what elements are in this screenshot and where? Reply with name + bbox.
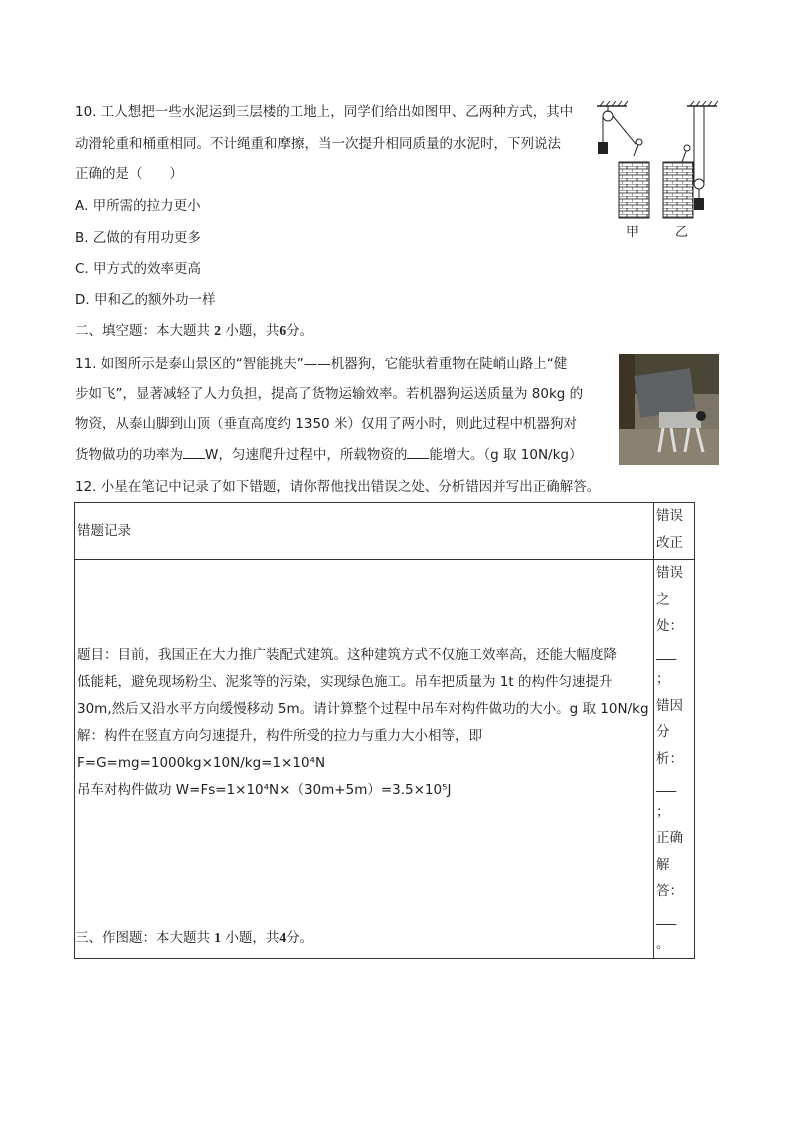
q10-line-2: 动滑轮重和桶重相同。不计绳重和摩擦，当一次提升相同质量的水泥时，下列说法 bbox=[75, 136, 561, 152]
problem-line-3: 30m,然后又沿水平方向缓慢移动 5m。请计算整个过程中吊车对构件做功的大小。g 取 10N/kg bbox=[77, 701, 649, 717]
section-2-heading: 二、填空题：本大题共 2 小题，共6分。 bbox=[75, 323, 314, 339]
q12-intro: 12. 小星在笔记中记录了如下错题，请你帮他找出错误之处、分析错因并写出正确解答。 bbox=[75, 479, 601, 495]
q10-option-c: C. 甲方式的效率更高 bbox=[75, 261, 202, 277]
problem-line-1: 题目：目前，我国正在大力推广装配式建筑。这种建筑方式不仅施工效率高，还能大幅度降 bbox=[77, 647, 617, 663]
q10-option-b: B. 乙做的有用功更多 bbox=[75, 230, 201, 246]
solution-line-1: 解：构件在竖直方向匀速提升，构件所受的拉力与重力大小相等，即 bbox=[77, 728, 482, 744]
q11-blank-power[interactable] bbox=[183, 458, 205, 459]
q11-blank-energy[interactable] bbox=[407, 458, 429, 459]
section-3-heading: 三、作图题：本大题共 1 小题，共4分。 bbox=[75, 930, 314, 946]
pulley-figure bbox=[592, 100, 722, 242]
error-record-table bbox=[74, 502, 695, 959]
solution-line-3: 吊车对构件做功 W=Fs=1×10⁴N×（30m+5m）=3.5×10⁵J bbox=[77, 782, 452, 798]
blank-correct-answer[interactable]: ___ 。 bbox=[656, 909, 677, 952]
robot-dog-photo bbox=[619, 354, 719, 465]
table-header-correction: 错误 改正 bbox=[654, 503, 695, 560]
q10-line-1: 10. 工人想把一些水泥运到三层楼的工地上，同学们给出如图甲、乙两种方式，其中 bbox=[75, 104, 574, 120]
solution-line-2: F=G=mg=1000kg×10N/kg=1×10⁴N bbox=[77, 755, 326, 771]
table-header-record: 错题记录 bbox=[75, 503, 654, 560]
q10-line-3: 正确的是（ ） bbox=[75, 166, 183, 182]
table-correction-cell[interactable]: 错误 之 处： ___ ； 错因 分 析： ___ ； 正确 解 答： ___ 。 bbox=[654, 560, 695, 959]
table-problem-cell bbox=[75, 560, 654, 959]
q10-option-d: D. 甲和乙的额外功一样 bbox=[75, 292, 216, 308]
figure-label-jia: 甲 bbox=[626, 225, 640, 240]
q11-line-2: 步如飞”，显著减轻了人力负担，提高了货物运输效率。若机器狗运送质量为 80kg 的 bbox=[75, 386, 584, 402]
q11-line-1: 11. 如图所示是泰山景区的“智能挑夫”——机器狗，它能驮着重物在陡峭山路上“健 bbox=[75, 356, 568, 372]
problem-line-2: 低能耗，避免现场粉尘、泥浆等的污染，实现绿色施工。吊车把质量为 1t 的构件匀速提升 bbox=[77, 674, 613, 690]
blank-error-reason[interactable]: ___ ； bbox=[656, 777, 677, 820]
q11-line-4: 货物做功的功率为 W，匀速爬升过程中，所载物资的 能增大。（g 取 10N/kg） bbox=[75, 447, 583, 463]
q10-option-a: A. 甲所需的拉力更小 bbox=[75, 198, 201, 214]
q11-line-3: 物资，从泰山脚到山顶（垂直高度约 1350 米）仅用了两小时，则此过程中机器狗对 bbox=[75, 416, 577, 432]
figure-label-yi: 乙 bbox=[675, 225, 689, 240]
blank-error-location[interactable]: ___ ； bbox=[656, 644, 677, 687]
